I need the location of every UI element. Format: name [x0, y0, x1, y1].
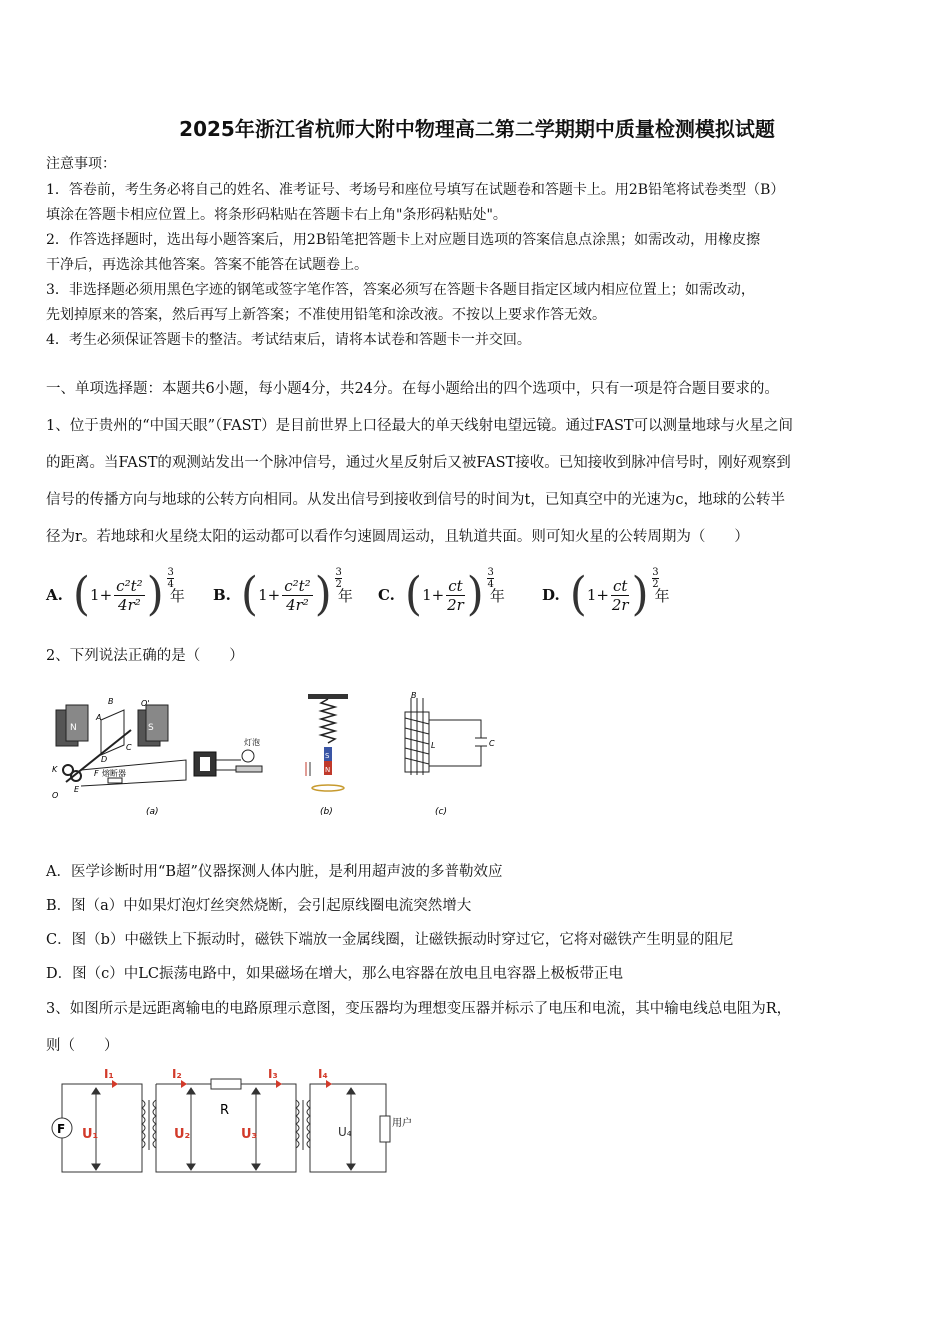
- figure-a-generator: [46, 690, 286, 820]
- notice-line: 先划掉原来的答案，然后再写上新答案；不准使用铅笔和涂改液。不按以上要求作答无效。: [46, 307, 606, 323]
- fig-a-label: E: [74, 785, 80, 794]
- formula-one: 1+: [258, 586, 281, 604]
- notice-line: 3．非选择题必须用黑色字迹的钢笔或签字笔作答，答案必须写在答题卡各题目指定区域内相应位置上；如需改动，: [46, 282, 755, 298]
- exp-den: 2: [652, 579, 659, 590]
- page-title: 2025年浙江省杭师大附中物理高二第二学期期中质量检测模拟试题: [179, 117, 775, 141]
- q1-line: 1、位于贵州的“中国天眼”（FAST）是目前世界上口径最大的单天线射电望远镜。通过FAST可以测量地球与火星之间: [46, 418, 794, 434]
- exp-num: 3: [652, 567, 659, 578]
- generator-label: F: [57, 1122, 66, 1136]
- u3-label: U₃: [241, 1127, 258, 1142]
- exp-den: 2: [335, 579, 342, 590]
- frac-num: ct: [613, 576, 628, 595]
- q2-option-c[interactable]: C．图（b）中磁铁上下振动时，磁铁下端放一金属线圈，让磁铁振动时穿过它，它将对磁铁产生明显的阻尼: [46, 932, 734, 948]
- fig-a-label: C: [126, 743, 132, 752]
- notice-line: 填涂在答题卡相应位置上。将条形码粘贴在答题卡右上角"条形码粘贴处"。: [46, 207, 507, 223]
- section-heading: 一、单项选择题：本题共6小题，每小题4分，共24分。在每小题给出的四个选项中，只有一项是符合题目要求的。: [46, 381, 779, 397]
- q2-option-b[interactable]: B．图（a）中如果灯泡灯丝突然烧断，会引起原线圈电流突然增大: [46, 898, 472, 914]
- formula-one: 1+: [90, 586, 113, 604]
- q2-stem: 2、下列说法正确的是（ ）: [46, 648, 244, 664]
- i3-label: I₃: [268, 1067, 278, 1081]
- fig-c-c: C: [489, 739, 495, 748]
- fig-b-s: S: [325, 752, 330, 760]
- fig-a-label: B: [108, 697, 114, 706]
- unit: 年: [337, 586, 353, 605]
- fig-b-n: N: [325, 766, 331, 774]
- fig-a-lamp: 灯泡: [244, 738, 260, 747]
- fig-c-b: B: [411, 691, 417, 700]
- fig-b-caption: (b): [320, 807, 333, 817]
- formula: ( 1+ $\frac{ct}{2r}$ ) $\frac{3}{2}$: [569, 567, 659, 622]
- option-label: C.: [378, 586, 395, 604]
- frac-num: ct: [448, 576, 463, 595]
- fig-a-label: O: [52, 791, 59, 800]
- notice-line: 干净后，再选涂其他答案。答案不能答在试题卷上。: [46, 257, 368, 273]
- frac-den: 4r²: [286, 595, 309, 614]
- exp-num: 3: [487, 567, 494, 578]
- frac-den: 4r²: [118, 595, 141, 614]
- i4-label: I₄: [318, 1067, 328, 1081]
- q1-option-a[interactable]: [46, 565, 185, 625]
- q3-line: 则（ ）: [46, 1038, 119, 1054]
- fig-a-caption: (a): [146, 807, 159, 817]
- unit: 年: [654, 586, 670, 605]
- q2-option-d[interactable]: D．图（c）中LC振荡电路中，如果磁场在增大，那么电容器在放电且电容器上极板带正电: [46, 966, 623, 982]
- fig-c-caption: (c): [435, 807, 447, 817]
- option-label: D.: [542, 586, 560, 604]
- frac-den: 2r: [447, 595, 464, 614]
- notice-line: 1．答卷前，考生务必将自己的姓名、准考证号、考场号和座位号填写在试题卷和答题卡上。用2B铅笔将试卷类型（B）: [46, 182, 785, 198]
- fig-a-label: F: [94, 769, 99, 778]
- notice-line: 2．作答选择题时，选出每小题答案后，用2B铅笔把答题卡上对应题目选项的答案信息点涂黑；如需改动，用橡皮擦: [46, 232, 761, 248]
- fig-a-label: O': [141, 699, 150, 708]
- fig-a-label: D: [101, 755, 108, 764]
- notice-line: 4．考生必须保证答题卡的整洁。考试结束后，请将本试卷和答题卡一并交回。: [46, 332, 531, 348]
- q1-line: 信号的传播方向与地球的公转方向相同。从发出信号到接收到信号的时间为t，已知真空中的光速为c，地球的公转半: [46, 492, 785, 508]
- frac-den: 2r: [611, 595, 629, 614]
- resistor-label: R: [220, 1103, 230, 1118]
- figure-transmission-circuit: [46, 1060, 416, 1180]
- exp-num: 3: [335, 567, 342, 578]
- fig-a-label: K: [52, 765, 58, 774]
- fig-a-label: A: [96, 713, 102, 722]
- user-label: 用户: [392, 1118, 412, 1129]
- frac-num: c²t²: [284, 576, 311, 595]
- fig-c-l: L: [431, 741, 436, 750]
- fig-a-fuse: 熔断器: [102, 769, 126, 778]
- exp-den: 4: [167, 579, 174, 590]
- fig-a-s: S: [148, 723, 154, 733]
- formula-one: 1+: [422, 586, 445, 604]
- u4-label: U₄: [338, 1125, 352, 1139]
- i2-label: I₂: [172, 1067, 182, 1081]
- q3-line: 3、如图所示是远距离输电的电路原理示意图，变压器均为理想变压器并标示了电压和电流，其中输电线总电阻为R，: [46, 1001, 792, 1017]
- exp-num: 3: [167, 567, 174, 578]
- q2-option-a[interactable]: A．医学诊断时用“B超”仪器探测人体内脏，是利用超声波的多普勒效应: [46, 864, 503, 880]
- u2-label: U₂: [174, 1127, 191, 1142]
- option-label: A.: [46, 586, 63, 604]
- fig-a-n: N: [70, 723, 77, 733]
- q1-option-d[interactable]: [542, 565, 670, 625]
- figure-c-lc-circuit: [391, 690, 501, 820]
- unit: 年: [169, 586, 185, 605]
- exp-den: 4: [487, 579, 494, 590]
- unit: 年: [489, 586, 505, 605]
- formula: ( 1+ $\frac{ct}{2r}$ ) $\frac{3}{4}$: [404, 567, 494, 622]
- q1-line: 径为r。若地球和火星绕太阳的运动都可以看作匀速圆周运动，且轨道共面。则可知火星的公转周期为（ ）: [46, 529, 749, 545]
- u1-label: U₁: [82, 1127, 99, 1142]
- figure-b-spring-magnet: [296, 690, 366, 820]
- formula-one: 1+: [586, 586, 609, 604]
- q1-line: 的距离。当FAST的观测站发出一个脉冲信号，通过火星反射后又被FAST接收。已知接收到脉冲信号时，刚好观察到: [46, 455, 791, 471]
- option-label: B.: [213, 586, 231, 604]
- formula: ( 1+ $\frac{\text{c²t²}}{\text{4r²}}$ ) $\frac{3}{4}$: [72, 567, 174, 622]
- q1-option-c[interactable]: [378, 565, 505, 625]
- notice-heading: 注意事项：: [46, 156, 116, 172]
- q1-option-b[interactable]: [213, 565, 353, 625]
- i1-label: I₁: [104, 1067, 114, 1081]
- frac-num: c²t²: [116, 576, 143, 595]
- formula: ( 1+ $\frac{\text{c²t²}}{\text{4r²}}$ ) $\frac{3}{2}$: [240, 567, 342, 622]
